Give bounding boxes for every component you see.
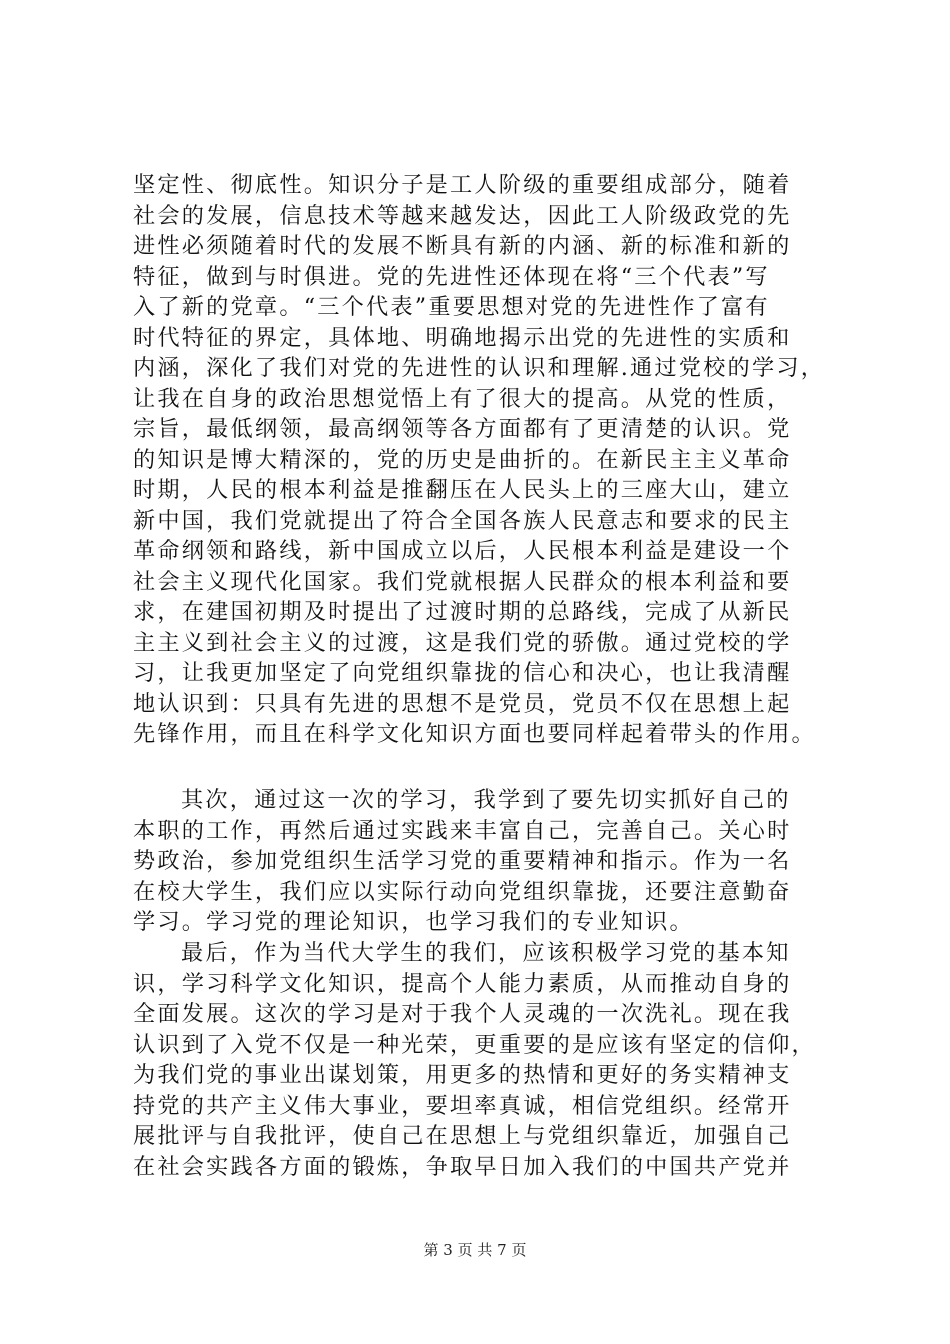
page-number-footer: 第 3 页 共 7 页 — [423, 1241, 527, 1259]
text-line: 坚定性、彻底性。知识分子是工人阶级的重要组成部分，随着 — [133, 172, 792, 198]
text-line: 在校大学生，我们应以实际行动向党组织靠拢，还要注意勤奋 — [133, 878, 792, 905]
text-line: 时期，人民的根本利益是推翻压在人民头上的三座大山，建立 — [133, 477, 792, 503]
text-line: 的知识是博大精深的，党的历史是曲折的。在新民主主义革命 — [133, 446, 792, 473]
text-line: 识，学习科学文化知识，提高个人能力素质，从而推动自身的 — [133, 970, 792, 997]
text-line: 让我在自身的政治思想觉悟上有了很大的提高。从党的性质， — [133, 385, 792, 412]
text-line: 展批评与自我批评，使自己在思想上与党组织靠近，加强自己 — [133, 1123, 792, 1149]
text-line: 主主义到社会主义的过渡，这是我们党的骄傲。通过党校的学 — [133, 629, 792, 656]
text-line: 特征，做到与时俱进。党的先进性还体现在将“三个代表”写 — [133, 263, 770, 290]
text-line: 其次，通过这一次的学习，我学到了要先切实抓好自己的 — [181, 787, 791, 813]
text-line: 内涵，深化了我们对党的先进性的认识和理解.通过党校的学习， — [133, 355, 826, 381]
text-line: 入了新的党章。“三个代表”重要思想对党的先进性作了富有 — [133, 294, 770, 320]
text-line: 习，让我更加坚定了向党组织靠拢的信心和决心，也让我清醒 — [133, 660, 792, 686]
paragraph-secondly — [133, 785, 833, 938]
text-line: 革命纲领和路线，新中国成立以后，人民根本利益是建设一个 — [133, 538, 792, 564]
text-line: 持党的共产主义伟大事业，要坦率真诚，相信党组织。经常开 — [133, 1092, 792, 1119]
text-line: 社会的发展，信息技术等越来越发达，因此工人阶级政党的先 — [133, 202, 792, 229]
paragraph-finally — [133, 938, 833, 1182]
text-line: 进性必须随着时代的发展不断具有新的内涵、新的标准和新的 — [133, 233, 792, 259]
text-line: 为我们党的事业出谋划策，用更多的热情和更好的务实精神支 — [133, 1062, 792, 1088]
text-line: 最后，作为当代大学生的我们，应该积极学习党的基本知 — [181, 940, 791, 966]
text-line: 新中国，我们党就提出了符合全国各族人民意志和要求的民主 — [133, 507, 792, 534]
text-line: 宗旨，最低纲领，最高纲领等各方面都有了更清楚的认识。党 — [133, 416, 792, 442]
text-line: 求，在建国初期及时提出了过渡时期的总路线，完成了从新民 — [133, 599, 792, 625]
text-line: 地认识到：只具有先进的思想不是党员，党员不仅在思想上起 — [133, 690, 792, 717]
text-line: 学习。学习党的理论知识，也学习我们的专业知识。 — [133, 909, 694, 935]
text-line: 认识到了入党不仅是一种光荣，更重要的是应该有坚定的信仰， — [133, 1031, 816, 1058]
text-line: 势政治，参加党组织生活学习党的重要精神和指示。作为一名 — [133, 848, 792, 874]
text-line: 本职的工作，再然后通过实践来丰富自己，完善自己。关心时 — [133, 817, 792, 844]
text-line: 全面发展。这次的学习是对于我个人灵魂的一次洗礼。现在我 — [133, 1001, 792, 1027]
paragraph-continuation — [133, 170, 833, 750]
text-line: 在社会实践各方面的锻炼，争取早日加入我们的中国共产党并 — [133, 1153, 792, 1180]
text-line: 时代特征的界定，具体地、明确地揭示出党的先进性的实质和 — [133, 324, 792, 351]
text-line: 先锋作用，而且在科学文化知识方面也要同样起着带头的作用。 — [133, 721, 816, 747]
text-line: 社会主义现代化国家。我们党就根据人民群众的根本利益和要 — [133, 568, 792, 595]
